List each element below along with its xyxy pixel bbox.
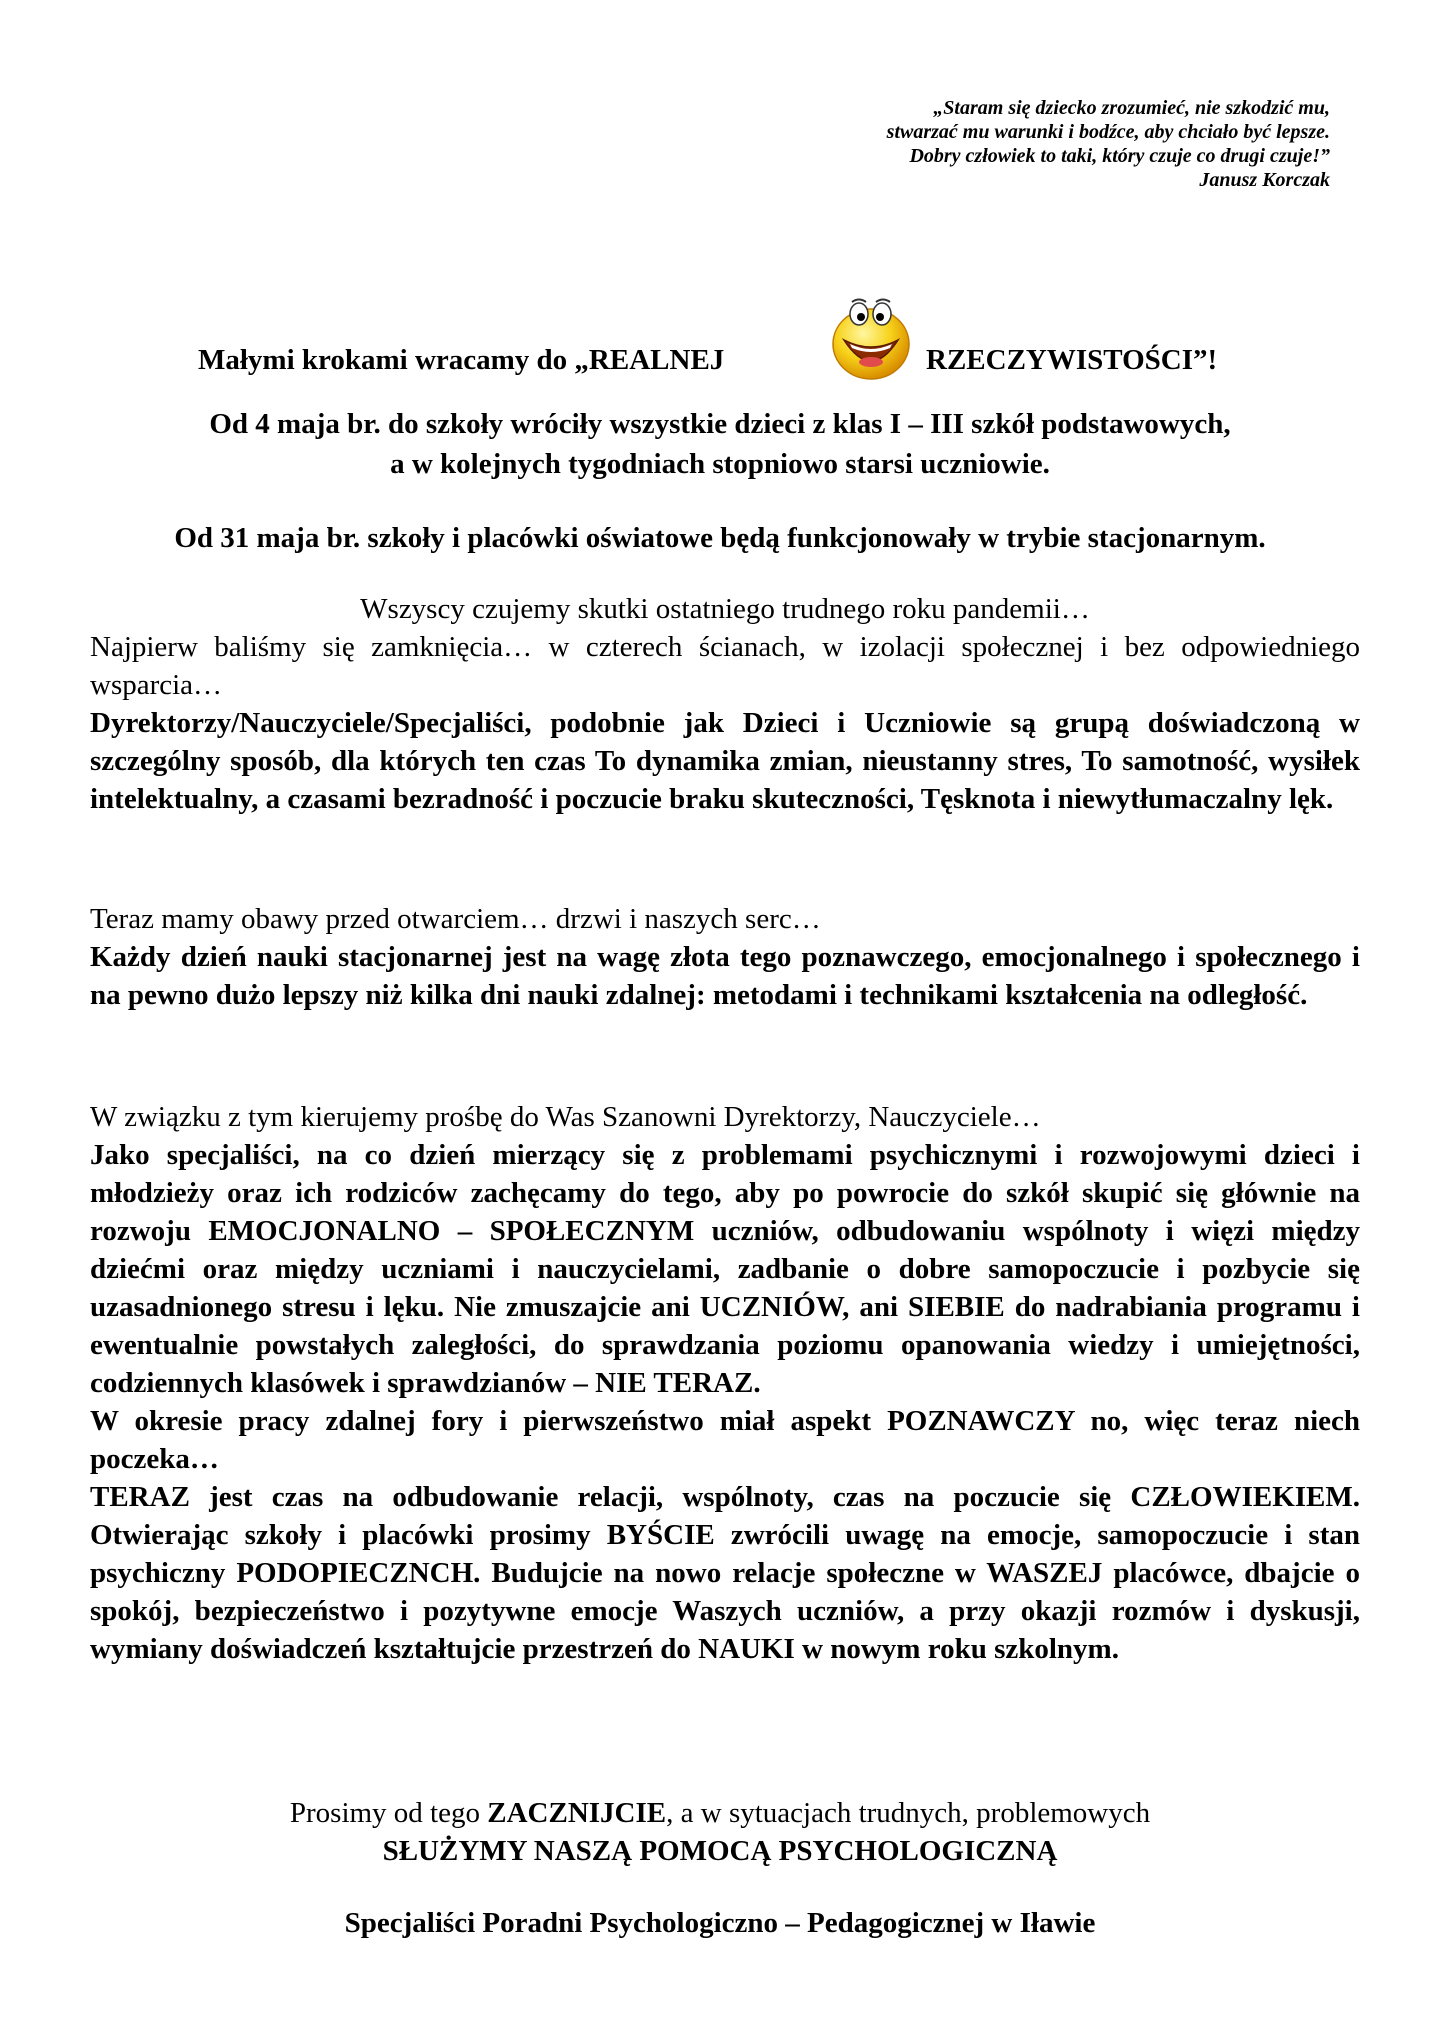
section3-bold-1: Jako specjaliści, na co dzień mierzący się z problemami psychicznymi i rozwojowymi dzieci i młodzieży oraz ich rodziców zachęcamy do tego, aby po powrocie do szkół skupić się głównie na rozwoju EMOCJONALNO – SPOŁECZNYM uczniów, odbudowaniu wspólnoty i więzi między dziećmi oraz między uczniami i nauczycielami, zadbanie o dobre samopoczucie i pozbycie się uzasadnionego stresu i lęku. Nie zmuszajcie ani UCZNIÓW, ani SIEBIE do nadrabiania programu i ewentualnie powstałych zaległości, do sprawdzania poziomu opanowania wiedzy i umiejętności, codziennych klasówek i sprawdzianów – NIE TERAZ. [90,1139,1360,1399]
announcement-stationary: Od 31 maja br. szkoły i placówki oświatowe będą funkcjonowały w trybie stacjonarnym. [174,522,1266,554]
korczak-quote [570,96,1330,192]
headline-right: RZECZYWISTOŚCI”! [926,344,1218,376]
announcement-line-2: a w kolejnych tygodniach stopniowo starsi uczniowie. [390,448,1050,480]
quote-author: Janusz Korczak [1199,169,1330,191]
closing-line-2: SŁUŻYMY NASZĄ POMOCĄ PSYCHOLOGICZNĄ [382,1835,1058,1867]
section-fears [90,900,1360,1014]
section3-bold-3: TERAZ jest czas na odbudowanie relacji, wspólnoty, czas na poczucie się CZŁOWIEKIEM. Otwierając szkoły i placówki prosimy BYŚCIE zwrócili uwagę na emocje, samopoczucie i stan psychiczny PODOPIECZNCH. Budujcie na nowo relacje społeczne w WASZEJ placówce, dbajcie o spokój, bezpieczeństwo i pozytywne emocje Waszych uczniów, a przy okazji rozmów i dyskusji, wymiany doświadczeń kształtujcie przestrzeń do NAUKI w nowym roku szkolnym. [90,1481,1360,1665]
section-request [90,1098,1360,1668]
quote-line-3: Dobry człowiek to taki, który czuje co drugi czuje!” [909,145,1330,167]
closing-line-1 [60,1794,1380,1832]
section1-text: Najpierw baliśmy się zamknięcia… w czterech ścianach, w izolacji społecznej i bez odpowiedniego wsparcia… [90,631,1360,701]
quote-line-1: „Staram się dziecko zrozumieć, nie szkodzić mu, [933,97,1330,119]
closing-prefix: Prosimy od tego [289,1797,488,1829]
quote-line-2: stwarzać mu warunki i bodźce, aby chciało być lepsze. [886,121,1330,143]
section2-text: Teraz mamy obawy przed otwarciem… drzwi i naszych serc… [90,903,821,935]
section3-text: W związku z tym kierujemy prośbę do Was Szanowni Dyrektorzy, Nauczyciele… [90,1101,1041,1133]
signature: Specjaliści Poradni Psychologiczno – Pedagogicznej w Iławie [344,1907,1096,1939]
section2-bold: Każdy dzień nauki stacjonarnej jest na wagę złota tego poznawczego, emocjonalnego i społecznego i na pewno dużo lepszy niż kilka dni nauki zdalnej: metodami i technikami kształcenia na odległość. [90,941,1360,1011]
headline [0,292,1440,404]
headline-left: Małymi krokami wracamy do „REALNEJ [198,344,725,376]
section1-bold: Dyrektorzy/Nauczyciele/Specjaliści, podobnie jak Dzieci i Uczniowie są grupą doświadczoną w szczególny sposób, dla których ten czas To dynamika zmian, nieustanny stres, To samotność, wysiłek intelektualny, a czasami bezradność i poczucie braku skuteczności, Tęsknota i niewytłumaczalny lęk. [90,707,1360,815]
announcement-line-1: Od 4 maja br. do szkoły wróciły wszystkie dzieci z klas I – III szkół podstawowych, [209,408,1231,440]
smiley-face-icon [826,292,916,382]
closing-emphasis: ZACZNIJCIE [487,1797,667,1829]
section-pandemic [90,590,1360,818]
section1-intro: Wszyscy czujemy skutki ostatniego trudnego roku pandemii… [360,593,1090,625]
closing [60,1794,1380,1870]
closing-suffix: , a w sytuacjach trudnych, problemowych [666,1797,1151,1829]
section3-bold-2: W okresie pracy zdalnej fory i pierwszeństwo miał aspekt POZNAWCZY no, więc teraz niech poczeka… [90,1405,1360,1475]
announcement-classes [60,404,1380,484]
